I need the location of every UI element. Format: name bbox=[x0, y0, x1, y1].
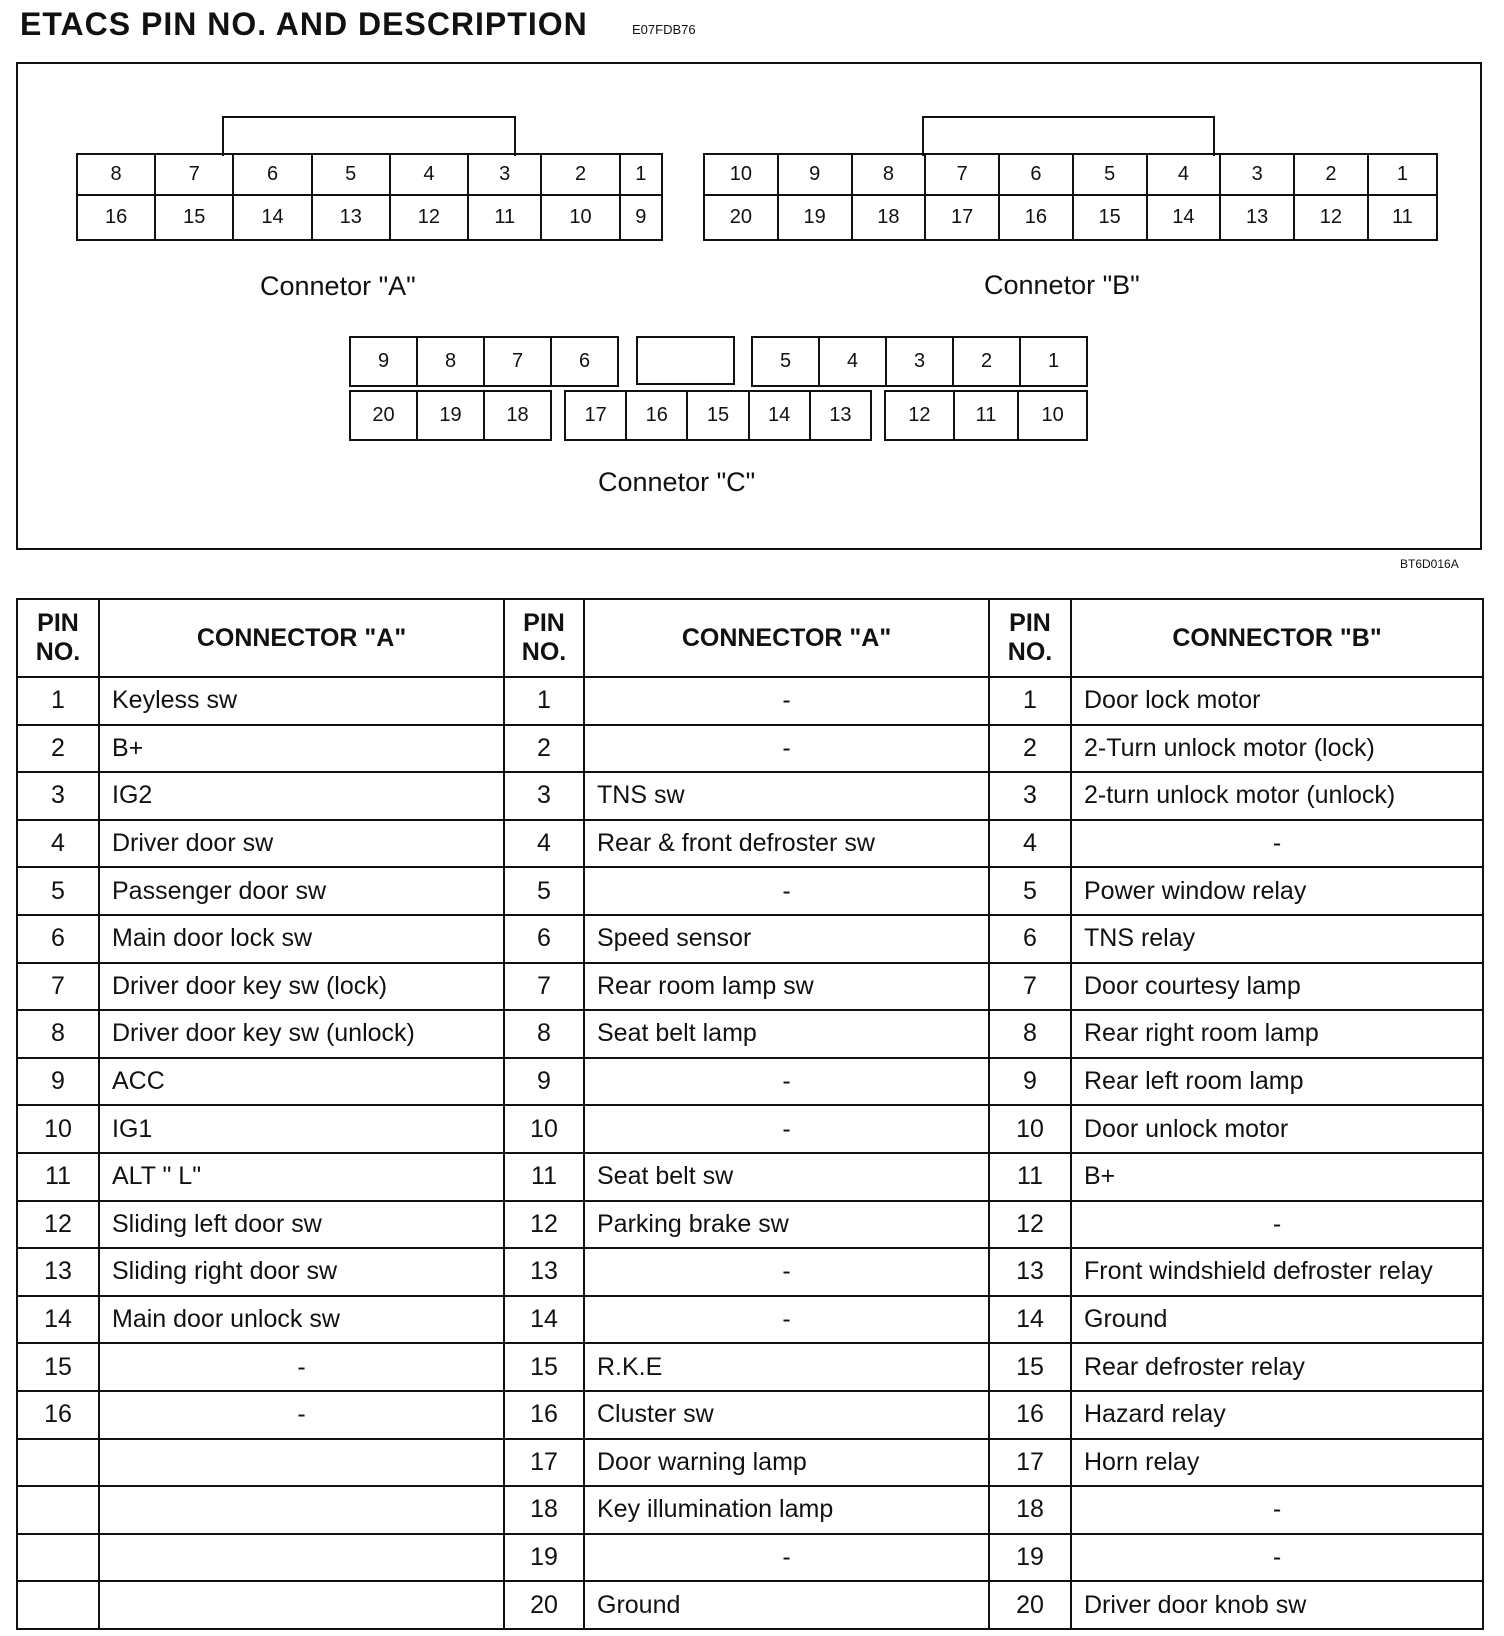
pin-number-cell: 12 bbox=[989, 1201, 1071, 1249]
table-row bbox=[17, 1343, 1483, 1391]
pin-number-cell: 11 bbox=[504, 1153, 584, 1201]
connector-a-label: Connetor "A" bbox=[260, 271, 416, 301]
connector-pin: 8 bbox=[852, 154, 926, 195]
pin-description-cell: - bbox=[584, 1105, 989, 1153]
pin-description-cell: 2-turn unlock motor (unlock) bbox=[1071, 772, 1483, 820]
table-row bbox=[17, 677, 1483, 725]
connector-pin: 9 bbox=[350, 337, 417, 386]
connector-pin: 13 bbox=[1220, 195, 1294, 240]
pin-description-cell: - bbox=[584, 1248, 989, 1296]
connector-pin: 17 bbox=[925, 195, 999, 240]
connector-b-top-row bbox=[704, 154, 1437, 195]
table-row bbox=[17, 1391, 1483, 1439]
pin-description-cell: Rear defroster relay bbox=[1071, 1343, 1483, 1391]
connector-c-top-left bbox=[349, 336, 619, 387]
connector-a-top-row bbox=[77, 154, 662, 195]
pin-number-cell: 9 bbox=[17, 1058, 99, 1106]
connector-pin: 13 bbox=[312, 195, 390, 240]
pin-description-cell: Rear right room lamp bbox=[1071, 1010, 1483, 1058]
table-row bbox=[17, 1201, 1483, 1249]
table-row bbox=[17, 1534, 1483, 1582]
connector-c-key bbox=[636, 336, 735, 385]
pin-description-cell bbox=[99, 1534, 504, 1582]
pin-description-cell: - bbox=[1071, 1486, 1483, 1534]
connector-pin: 1 bbox=[1020, 337, 1087, 386]
pin-number-cell: 1 bbox=[989, 677, 1071, 725]
table-row bbox=[17, 820, 1483, 868]
pin-number-cell: 15 bbox=[989, 1343, 1071, 1391]
pin-number-cell: 4 bbox=[989, 820, 1071, 868]
pin-description-cell: Rear room lamp sw bbox=[584, 963, 989, 1011]
pin-description-cell: - bbox=[99, 1391, 504, 1439]
pin-number-cell: 2 bbox=[17, 725, 99, 773]
pin-description-cell: Driver door sw bbox=[99, 820, 504, 868]
table-header-row bbox=[17, 599, 1483, 677]
connector-pin: 12 bbox=[885, 391, 954, 440]
connector-pin: 7 bbox=[155, 154, 233, 195]
connector-c-bottom-middle bbox=[564, 390, 872, 441]
connector-pin: 9 bbox=[620, 195, 662, 240]
pin-description-cell: - bbox=[584, 1534, 989, 1582]
pin-number-cell: 7 bbox=[989, 963, 1071, 1011]
pin-number-cell: 6 bbox=[504, 915, 584, 963]
pin-number-cell: 12 bbox=[17, 1201, 99, 1249]
connector-pin: 4 bbox=[390, 154, 468, 195]
pin-number-cell: 6 bbox=[989, 915, 1071, 963]
figure-code: BT6D016A bbox=[1400, 557, 1459, 571]
connector-pin: 8 bbox=[77, 154, 155, 195]
pin-description-cell: B+ bbox=[99, 725, 504, 773]
connector-c-bottom-left bbox=[349, 390, 552, 441]
pin-number-cell: 10 bbox=[504, 1105, 584, 1153]
table-row bbox=[17, 1296, 1483, 1344]
connector-pin: 15 bbox=[687, 391, 748, 440]
connector-b-latch bbox=[922, 116, 1215, 156]
pin-number-cell: 7 bbox=[504, 963, 584, 1011]
pin-number-cell: 19 bbox=[989, 1534, 1071, 1582]
pin-description-cell: R.K.E bbox=[584, 1343, 989, 1391]
pin-description-cell: 2-Turn unlock motor (lock) bbox=[1071, 725, 1483, 773]
table-row bbox=[17, 1439, 1483, 1487]
pin-number-cell: 19 bbox=[504, 1534, 584, 1582]
connector-pin: 14 bbox=[749, 391, 810, 440]
pin-description-cell: Power window relay bbox=[1071, 867, 1483, 915]
table-row bbox=[17, 1010, 1483, 1058]
table-row bbox=[17, 1581, 1483, 1629]
pin-description-cell: Parking brake sw bbox=[584, 1201, 989, 1249]
pin-number-cell: 13 bbox=[17, 1248, 99, 1296]
pin-description-cell: Door lock motor bbox=[1071, 677, 1483, 725]
connector-pin: 5 bbox=[752, 337, 819, 386]
connector-pin: 15 bbox=[1073, 195, 1147, 240]
table-row bbox=[17, 1486, 1483, 1534]
connector-b-label: Connetor "B" bbox=[984, 270, 1140, 300]
pin-description-cell: - bbox=[584, 1296, 989, 1344]
pin-description-cell: TNS sw bbox=[584, 772, 989, 820]
connector-pin: 15 bbox=[155, 195, 233, 240]
pin-number-cell: 2 bbox=[989, 725, 1071, 773]
pin-number-cell bbox=[17, 1581, 99, 1629]
pin-description-cell: Sliding right door sw bbox=[99, 1248, 504, 1296]
pin-number-cell: 8 bbox=[17, 1010, 99, 1058]
pin-description-cell: - bbox=[584, 1058, 989, 1106]
pin-description-cell: Ground bbox=[1071, 1296, 1483, 1344]
pin-number-cell: 10 bbox=[989, 1105, 1071, 1153]
connector-pin: 16 bbox=[626, 391, 687, 440]
table-row bbox=[17, 725, 1483, 773]
pin-description-cell: Driver door key sw (unlock) bbox=[99, 1010, 504, 1058]
connector-pin: 4 bbox=[1147, 154, 1221, 195]
header-connector-a-1: CONNECTOR "A" bbox=[99, 599, 504, 677]
pin-description-cell: Door courtesy lamp bbox=[1071, 963, 1483, 1011]
connector-pin: 6 bbox=[233, 154, 311, 195]
connector-pin: 14 bbox=[233, 195, 311, 240]
header-connector-b: CONNECTOR "B" bbox=[1071, 599, 1483, 677]
pin-description-cell: Sliding left door sw bbox=[99, 1201, 504, 1249]
connector-pin: 3 bbox=[886, 337, 953, 386]
connector-pin: 10 bbox=[704, 154, 778, 195]
header-pin-no-2: PIN NO. bbox=[504, 599, 584, 677]
connector-c-label: Connetor "C" bbox=[598, 467, 756, 497]
pin-number-cell bbox=[17, 1486, 99, 1534]
pin-number-cell: 3 bbox=[504, 772, 584, 820]
connector-pin: 18 bbox=[484, 391, 551, 440]
pin-description-cell: IG2 bbox=[99, 772, 504, 820]
pin-description-cell: - bbox=[584, 867, 989, 915]
pin-number-cell: 9 bbox=[989, 1058, 1071, 1106]
pin-number-cell: 17 bbox=[989, 1439, 1071, 1487]
table-row bbox=[17, 915, 1483, 963]
connector-pin: 2 bbox=[541, 154, 619, 195]
connector-pin: 3 bbox=[468, 154, 541, 195]
connector-pin: 10 bbox=[541, 195, 619, 240]
pin-number-cell: 13 bbox=[504, 1248, 584, 1296]
pin-description-cell: Main door lock sw bbox=[99, 915, 504, 963]
pin-description-cell: Main door unlock sw bbox=[99, 1296, 504, 1344]
table-row bbox=[17, 1153, 1483, 1201]
connector-pin: 17 bbox=[565, 391, 626, 440]
pin-description-cell: Speed sensor bbox=[584, 915, 989, 963]
pin-description-cell: Horn relay bbox=[1071, 1439, 1483, 1487]
pin-description-cell: - bbox=[99, 1343, 504, 1391]
pin-number-cell: 18 bbox=[504, 1486, 584, 1534]
pin-description-table bbox=[16, 598, 1484, 1630]
pin-number-cell: 1 bbox=[17, 677, 99, 725]
connector-pin: 1 bbox=[620, 154, 662, 195]
pin-description-cell: Seat belt lamp bbox=[584, 1010, 989, 1058]
connector-pin: 2 bbox=[953, 337, 1020, 386]
connector-a-bottom-row bbox=[77, 195, 662, 240]
pin-description-cell: - bbox=[584, 725, 989, 773]
pin-description-cell: ALT " L" bbox=[99, 1153, 504, 1201]
pin-number-cell: 14 bbox=[17, 1296, 99, 1344]
table-row bbox=[17, 963, 1483, 1011]
pin-description-cell bbox=[99, 1439, 504, 1487]
connector-b bbox=[703, 153, 1438, 241]
connector-pin: 14 bbox=[1147, 195, 1221, 240]
pin-description-cell: Front windshield defroster relay bbox=[1071, 1248, 1483, 1296]
pin-number-cell: 15 bbox=[504, 1343, 584, 1391]
connector-b-bottom-row bbox=[704, 195, 1437, 240]
pin-number-cell: 14 bbox=[504, 1296, 584, 1344]
pin-number-cell: 5 bbox=[989, 867, 1071, 915]
pin-number-cell: 9 bbox=[504, 1058, 584, 1106]
pin-number-cell: 8 bbox=[504, 1010, 584, 1058]
connector-pin: 12 bbox=[1294, 195, 1368, 240]
connector-pin: 13 bbox=[810, 391, 871, 440]
pin-number-cell bbox=[17, 1534, 99, 1582]
pin-description-cell: Door unlock motor bbox=[1071, 1105, 1483, 1153]
header-connector-a-2: CONNECTOR "A" bbox=[584, 599, 989, 677]
connector-c-bottom-right bbox=[884, 390, 1088, 441]
connector-pin: 12 bbox=[390, 195, 468, 240]
pin-number-cell: 11 bbox=[989, 1153, 1071, 1201]
connector-pin: 7 bbox=[925, 154, 999, 195]
pin-description-cell: Rear left room lamp bbox=[1071, 1058, 1483, 1106]
pin-description-cell: Door warning lamp bbox=[584, 1439, 989, 1487]
pin-number-cell: 12 bbox=[504, 1201, 584, 1249]
pin-number-cell: 17 bbox=[504, 1439, 584, 1487]
pin-number-cell: 4 bbox=[504, 820, 584, 868]
pin-description-cell: Passenger door sw bbox=[99, 867, 504, 915]
connector-pin: 9 bbox=[778, 154, 852, 195]
pin-description-cell: Key illumination lamp bbox=[584, 1486, 989, 1534]
pin-description-cell: Driver door key sw (lock) bbox=[99, 963, 504, 1011]
connector-pin: 1 bbox=[1368, 154, 1437, 195]
connector-pin: 11 bbox=[468, 195, 541, 240]
connector-pin: 16 bbox=[999, 195, 1073, 240]
connector-pin: 7 bbox=[484, 337, 551, 386]
pin-description-cell: ACC bbox=[99, 1058, 504, 1106]
connector-c-top-right bbox=[751, 336, 1088, 387]
pin-description-cell: B+ bbox=[1071, 1153, 1483, 1201]
pin-number-cell: 2 bbox=[504, 725, 584, 773]
connector-pin: 20 bbox=[350, 391, 417, 440]
connector-pin: 20 bbox=[704, 195, 778, 240]
pin-description-cell: - bbox=[584, 677, 989, 725]
pin-number-cell: 15 bbox=[17, 1343, 99, 1391]
pin-number-cell: 8 bbox=[989, 1010, 1071, 1058]
table-row bbox=[17, 1248, 1483, 1296]
pin-number-cell: 1 bbox=[504, 677, 584, 725]
connector-pin: 6 bbox=[999, 154, 1073, 195]
pin-number-cell: 5 bbox=[17, 867, 99, 915]
pin-number-cell: 13 bbox=[989, 1248, 1071, 1296]
pin-number-cell: 7 bbox=[17, 963, 99, 1011]
pin-number-cell: 4 bbox=[17, 820, 99, 868]
pin-description-cell: - bbox=[1071, 820, 1483, 868]
pin-description-cell: Rear & front defroster sw bbox=[584, 820, 989, 868]
table-row bbox=[17, 1105, 1483, 1153]
pin-description-cell: Driver door knob sw bbox=[1071, 1581, 1483, 1629]
pin-number-cell: 20 bbox=[504, 1581, 584, 1629]
pin-description-cell: Seat belt sw bbox=[584, 1153, 989, 1201]
connector-pin: 19 bbox=[778, 195, 852, 240]
connector-pin: 11 bbox=[954, 391, 1019, 440]
connector-pin: 10 bbox=[1018, 391, 1087, 440]
pin-description-cell: IG1 bbox=[99, 1105, 504, 1153]
pin-description-cell: Ground bbox=[584, 1581, 989, 1629]
connector-pin: 8 bbox=[417, 337, 484, 386]
table-row bbox=[17, 1058, 1483, 1106]
pin-description-cell: Hazard relay bbox=[1071, 1391, 1483, 1439]
pin-number-cell: 16 bbox=[989, 1391, 1071, 1439]
pin-description-cell: TNS relay bbox=[1071, 915, 1483, 963]
pin-description-cell: Cluster sw bbox=[584, 1391, 989, 1439]
connector-pin: 4 bbox=[819, 337, 886, 386]
pin-number-cell: 5 bbox=[504, 867, 584, 915]
connector-pin: 18 bbox=[852, 195, 926, 240]
connector-pin: 11 bbox=[1368, 195, 1437, 240]
pin-description-cell bbox=[99, 1486, 504, 1534]
header-pin-no-3: PIN NO. bbox=[989, 599, 1071, 677]
connector-pin: 5 bbox=[312, 154, 390, 195]
pin-number-cell: 11 bbox=[17, 1153, 99, 1201]
pin-description-cell: - bbox=[1071, 1534, 1483, 1582]
connector-a-latch bbox=[222, 116, 516, 156]
pin-number-cell: 20 bbox=[989, 1581, 1071, 1629]
pin-number-cell: 16 bbox=[504, 1391, 584, 1439]
pin-number-cell bbox=[17, 1439, 99, 1487]
connector-pin: 16 bbox=[77, 195, 155, 240]
document-code: E07FDB76 bbox=[632, 22, 696, 37]
connector-pin: 2 bbox=[1294, 154, 1368, 195]
pin-number-cell: 16 bbox=[17, 1391, 99, 1439]
table-row bbox=[17, 772, 1483, 820]
pin-number-cell: 10 bbox=[17, 1105, 99, 1153]
pin-number-cell: 3 bbox=[17, 772, 99, 820]
connector-pin: 5 bbox=[1073, 154, 1147, 195]
pin-description-cell: Keyless sw bbox=[99, 677, 504, 725]
pin-description-cell: - bbox=[1071, 1201, 1483, 1249]
connector-pin: 6 bbox=[551, 337, 618, 386]
pin-number-cell: 6 bbox=[17, 915, 99, 963]
connector-a bbox=[76, 153, 663, 241]
connector-pin: 3 bbox=[1220, 154, 1294, 195]
pin-number-cell: 14 bbox=[989, 1296, 1071, 1344]
pin-description-cell bbox=[99, 1581, 504, 1629]
pin-number-cell: 3 bbox=[989, 772, 1071, 820]
connector-pin: 19 bbox=[417, 391, 484, 440]
header-pin-no-1: PIN NO. bbox=[17, 599, 99, 677]
pin-number-cell: 18 bbox=[989, 1486, 1071, 1534]
page-title: ETACS PIN NO. AND DESCRIPTION bbox=[20, 6, 588, 42]
table-row bbox=[17, 867, 1483, 915]
